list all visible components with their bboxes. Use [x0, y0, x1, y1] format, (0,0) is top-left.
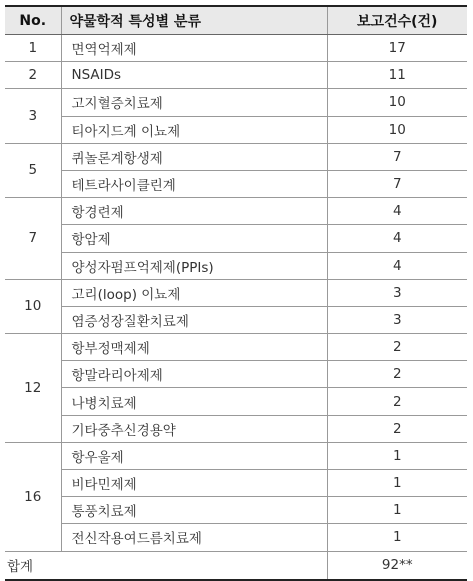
count-cell: 10: [327, 116, 467, 143]
count-cell: 3: [327, 306, 467, 333]
rank-cell: 10: [5, 279, 61, 333]
count-cell: 2: [327, 361, 467, 388]
count-cell: 2: [327, 334, 467, 361]
table-row: [5, 143, 467, 170]
table-row: [5, 470, 467, 497]
class-cell: 고리(loop) 이뇨제: [61, 279, 327, 306]
table-row: [5, 361, 467, 388]
table-row: [5, 170, 467, 197]
table-row: [5, 198, 467, 225]
header-no: No.: [5, 6, 61, 35]
class-cell: 항우울제: [61, 442, 327, 469]
class-cell: 항말라리아제제: [61, 361, 327, 388]
count-cell: 2: [327, 388, 467, 415]
rank-cell: 1: [5, 35, 61, 62]
rank-cell: 12: [5, 334, 61, 443]
class-cell: 항경련제: [61, 198, 327, 225]
class-cell: 항암제: [61, 225, 327, 252]
rank-cell: 16: [5, 442, 61, 551]
count-cell: 2: [327, 415, 467, 442]
table-row: [5, 388, 467, 415]
class-cell: 항부정맥제제: [61, 334, 327, 361]
class-cell: 비타민제제: [61, 470, 327, 497]
rank-cell: 2: [5, 62, 61, 89]
count-cell: 11: [327, 62, 467, 89]
report-table: [5, 5, 467, 581]
rank-cell: 7: [5, 198, 61, 280]
class-cell: 나병치료제: [61, 388, 327, 415]
total-label: 합계: [5, 551, 327, 580]
table-row: [5, 35, 467, 62]
class-cell: 면역억제제: [61, 35, 327, 62]
total-count: 92**: [327, 551, 467, 580]
table-row: [5, 306, 467, 333]
table-row: [5, 89, 467, 116]
table-row: [5, 279, 467, 306]
table-row: [5, 116, 467, 143]
rank-cell: 3: [5, 89, 61, 143]
count-cell: 10: [327, 89, 467, 116]
table-row: [5, 62, 467, 89]
count-cell: 3: [327, 279, 467, 306]
total-row: [5, 551, 467, 580]
table-row: [5, 252, 467, 279]
class-cell: 전신작용여드름치료제: [61, 524, 327, 551]
header-count: 보고건수(건): [327, 6, 467, 35]
count-cell: 4: [327, 252, 467, 279]
count-cell: 4: [327, 198, 467, 225]
count-cell: 1: [327, 497, 467, 524]
count-cell: 17: [327, 35, 467, 62]
table-row: [5, 415, 467, 442]
class-cell: 고지혈증치료제: [61, 89, 327, 116]
table-row: [5, 442, 467, 469]
class-cell: 티아지드계 이뇨제: [61, 116, 327, 143]
table-body: [5, 35, 467, 580]
table-row: [5, 334, 467, 361]
count-cell: 4: [327, 225, 467, 252]
header-row: [5, 6, 467, 35]
header-class: 약물학적 특성별 분류: [61, 6, 327, 35]
class-cell: 기타중추신경용약: [61, 415, 327, 442]
class-cell: 염증성장질환치료제: [61, 306, 327, 333]
class-cell: 통풍치료제: [61, 497, 327, 524]
count-cell: 1: [327, 442, 467, 469]
class-cell: 양성자펌프억제제(PPIs): [61, 252, 327, 279]
count-cell: 7: [327, 170, 467, 197]
table-row: [5, 497, 467, 524]
class-cell: NSAIDs: [61, 62, 327, 89]
class-cell: 테트라사이클린계: [61, 170, 327, 197]
table-row: [5, 524, 467, 551]
count-cell: 7: [327, 143, 467, 170]
table-row: [5, 225, 467, 252]
class-cell: 퀴놀론계항생제: [61, 143, 327, 170]
rank-cell: 5: [5, 143, 61, 197]
count-cell: 1: [327, 524, 467, 551]
count-cell: 1: [327, 470, 467, 497]
